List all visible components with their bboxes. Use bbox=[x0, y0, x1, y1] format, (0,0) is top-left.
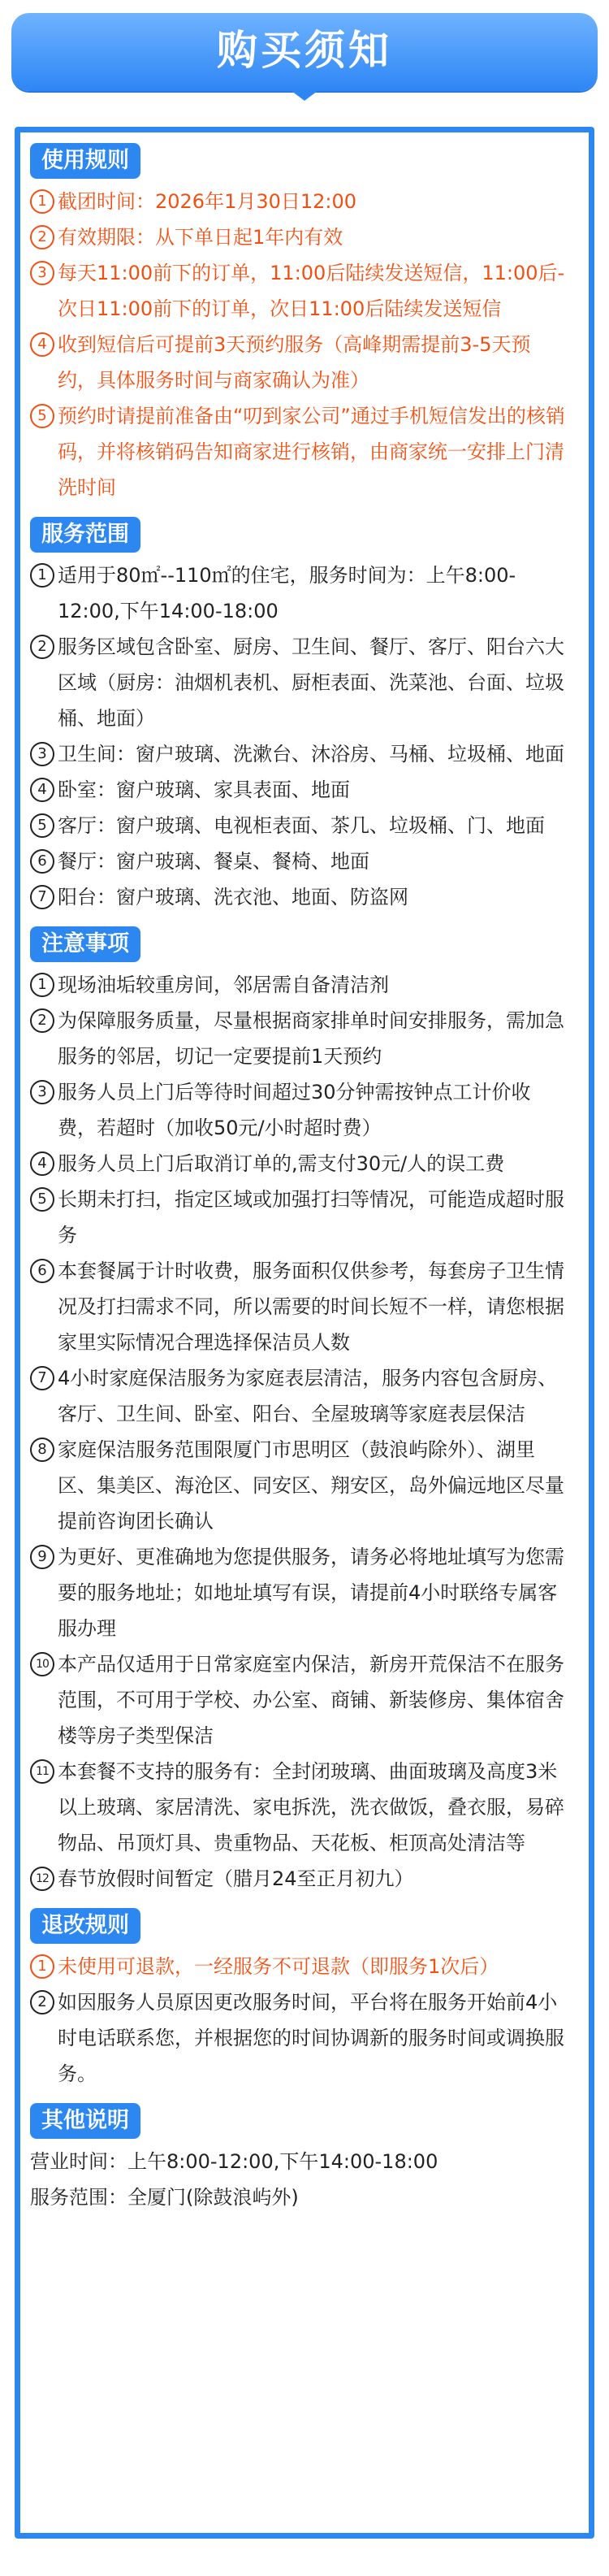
item-text: 服务区域包含卧室、厨房、卫生间、餐厅、客厅、阳台六大区域（厨房：油烟机表机、厨柜表面、洗菜池、台面、垃圾桶、地面） bbox=[58, 635, 564, 730]
item-text: 收到短信后可提前3天预约服务（高峰期需提前3-5天预约，具体服务时间与商家确认为准） bbox=[58, 333, 531, 392]
list-item bbox=[30, 1432, 569, 1539]
list-item bbox=[30, 184, 569, 219]
item-text: 有效期限：从下单日起1年内有效 bbox=[58, 226, 343, 249]
item-number: 5 bbox=[30, 813, 54, 838]
list-item bbox=[30, 879, 569, 915]
item-number: 9 bbox=[30, 1545, 54, 1569]
item-number: 1 bbox=[30, 189, 54, 214]
item-number: 7 bbox=[30, 885, 54, 909]
item-text: 服务人员上门后取消订单的,需支付30元/人的误工费 bbox=[58, 1152, 505, 1175]
item-number: 1 bbox=[30, 1954, 54, 1979]
list-item bbox=[30, 772, 569, 808]
list-item bbox=[30, 1949, 569, 1984]
page-title: 购买须知 bbox=[217, 27, 392, 74]
item-text: 春节放假时间暂定（腊月24至正月初九） bbox=[58, 1867, 414, 1890]
list-item bbox=[30, 1754, 569, 1861]
item-number: 4 bbox=[30, 332, 54, 357]
item-number: 2 bbox=[30, 1990, 54, 2014]
info-line: 服务范围：全厦门(除鼓浪屿外) bbox=[30, 2186, 299, 2209]
item-text: 预约时请提前准备由“叨到家公司”通过手机短信发出的核销码，并将核销码告知商家进行核销，由商家统一安排上门清洗时间 bbox=[58, 405, 565, 499]
item-text: 未使用可退款，一经服务不可退款（即服务1次后） bbox=[58, 1955, 499, 1978]
section-refund-rules bbox=[30, 1908, 569, 2092]
list-item bbox=[30, 327, 569, 398]
item-number: 2 bbox=[30, 1008, 54, 1033]
list-item bbox=[30, 255, 569, 327]
item-number: 12 bbox=[30, 1867, 54, 1891]
section-other-info bbox=[30, 2103, 569, 2215]
content-body bbox=[30, 143, 569, 2227]
item-text: 卧室：窗户玻璃、家具表面、地面 bbox=[58, 778, 350, 801]
list-item bbox=[30, 1861, 569, 1897]
item-text: 4小时家庭保洁服务为家庭表层清洁，服务内容包含厨房、客厅、卫生间、卧室、阳台、全屋玻璃等家庭表层保洁 bbox=[58, 1367, 558, 1425]
item-number: 6 bbox=[30, 1259, 54, 1283]
item-number: 3 bbox=[30, 742, 54, 766]
header-banner bbox=[11, 13, 598, 91]
item-text: 现场油垢较重房间，邻居需自备清洁剂 bbox=[58, 974, 389, 996]
item-number: 3 bbox=[30, 261, 54, 285]
item-number: 5 bbox=[30, 404, 54, 428]
item-text: 本套餐属于计时收费，服务面积仅供参考，每套房子卫生情况及打扫需求不同，所以需要的时间长短不一样，请您根据家里实际情况合理选择保洁员人数 bbox=[58, 1260, 564, 1354]
item-text: 每天11:00前下的订单，11:00后陆续发送短信，11:00后-次日11:00前下的订单，次日11:00后陆续发送短信 bbox=[58, 262, 565, 320]
list-item bbox=[30, 219, 569, 255]
section-usage-rules bbox=[30, 143, 569, 505]
item-number: 10 bbox=[30, 1652, 54, 1676]
section-title: 注意事项 bbox=[30, 926, 140, 962]
list-item bbox=[30, 1253, 569, 1360]
list-item bbox=[30, 967, 569, 1003]
item-text: 卫生间：窗户玻璃、洗漱台、沐浴房、马桶、垃圾桶、地面 bbox=[58, 743, 564, 765]
item-number: 11 bbox=[30, 1759, 54, 1784]
item-text: 长期未打扫，指定区域或加强打扫等情况，可能造成超时服务 bbox=[58, 1188, 564, 1247]
item-number: 1 bbox=[30, 563, 54, 588]
item-text: 客厅：窗户玻璃、电视柜表面、茶几、垃圾桶、门、地面 bbox=[58, 814, 545, 837]
item-text: 适用于80㎡--110㎡的住宅，服务时间为：上午8:00-12:00,下午14:00-18:00 bbox=[58, 564, 516, 622]
section-title: 退改规则 bbox=[30, 1908, 140, 1944]
item-number: 3 bbox=[30, 1080, 54, 1104]
list-item bbox=[30, 398, 569, 505]
list-item bbox=[30, 1074, 569, 1146]
info-line: 营业时间：上午8:00-12:00,下午14:00-18:00 bbox=[30, 2150, 438, 2173]
list-item bbox=[30, 1146, 569, 1182]
item-number: 4 bbox=[30, 778, 54, 802]
item-number: 8 bbox=[30, 1438, 54, 1462]
list-item bbox=[30, 808, 569, 843]
list-item bbox=[30, 1539, 569, 1646]
list-item bbox=[30, 1360, 569, 1432]
item-text: 服务人员上门后等待时间超过30分钟需按钟点工计价收费，若超时（加收50元/小时超时费） bbox=[58, 1081, 531, 1139]
item-text: 本套餐不支持的服务有：全封闭玻璃、曲面玻璃及高度3米以上玻璃、家居清洗、家电拆洗，洗衣做饭，叠衣服，易碎物品、吊顶灯具、贵重物品、天花板、柜顶高处清洁等 bbox=[58, 1760, 564, 1854]
item-text: 餐厅：窗户玻璃、餐桌、餐椅、地面 bbox=[58, 850, 369, 873]
item-text: 为更好、更准确地为您提供服务，请务必将地址填写为您需要的服务地址；如地址填写有误，请提前4小时联络专属客服办理 bbox=[58, 1546, 564, 1640]
item-number: 2 bbox=[30, 225, 54, 249]
section-title: 其他说明 bbox=[30, 2103, 140, 2139]
item-text: 阳台：窗户玻璃、洗衣池、地面、防盗网 bbox=[58, 886, 408, 909]
item-text: 为保障服务质量，尽量根据商家排单时间安排服务，需加急服务的邻居，切记一定要提前1天预约 bbox=[58, 1009, 564, 1068]
section-notes bbox=[30, 926, 569, 1897]
item-number: 7 bbox=[30, 1366, 54, 1390]
item-number: 5 bbox=[30, 1187, 54, 1212]
section-title: 使用规则 bbox=[30, 143, 140, 179]
banner-notch bbox=[292, 91, 317, 101]
item-text: 本产品仅适用于日常家庭室内保洁，新房开荒保洁不在服务范围，不可用于学校、办公室、商铺、新装修房、集体宿舍楼等房子类型保洁 bbox=[58, 1653, 564, 1747]
list-item bbox=[30, 1182, 569, 1253]
item-number: 6 bbox=[30, 849, 54, 874]
item-text: 家庭保洁服务范围限厦门市思明区（鼓浪屿除外）、湖里区、集美区、海沧区、同安区、翔安区，岛外偏远地区尽量提前咨询团长确认 bbox=[58, 1438, 564, 1533]
list-item bbox=[30, 736, 569, 772]
item-number: 1 bbox=[30, 973, 54, 997]
list-item bbox=[30, 629, 569, 736]
item-number: 2 bbox=[30, 635, 54, 659]
list-item bbox=[30, 1003, 569, 1074]
item-number: 4 bbox=[30, 1151, 54, 1176]
list-item bbox=[30, 1984, 569, 2092]
list-item bbox=[30, 843, 569, 879]
item-text: 截团时间：2026年1月30日12:00 bbox=[58, 190, 357, 213]
item-text: 如因服务人员原因更改服务时间，平台将在服务开始前4小时电话联系您，并根据您的时间协调新的服务时间或调换服务。 bbox=[58, 1991, 564, 2085]
section-service-scope bbox=[30, 517, 569, 915]
section-title: 服务范围 bbox=[30, 517, 140, 553]
list-item bbox=[30, 557, 569, 629]
list-item bbox=[30, 1646, 569, 1754]
